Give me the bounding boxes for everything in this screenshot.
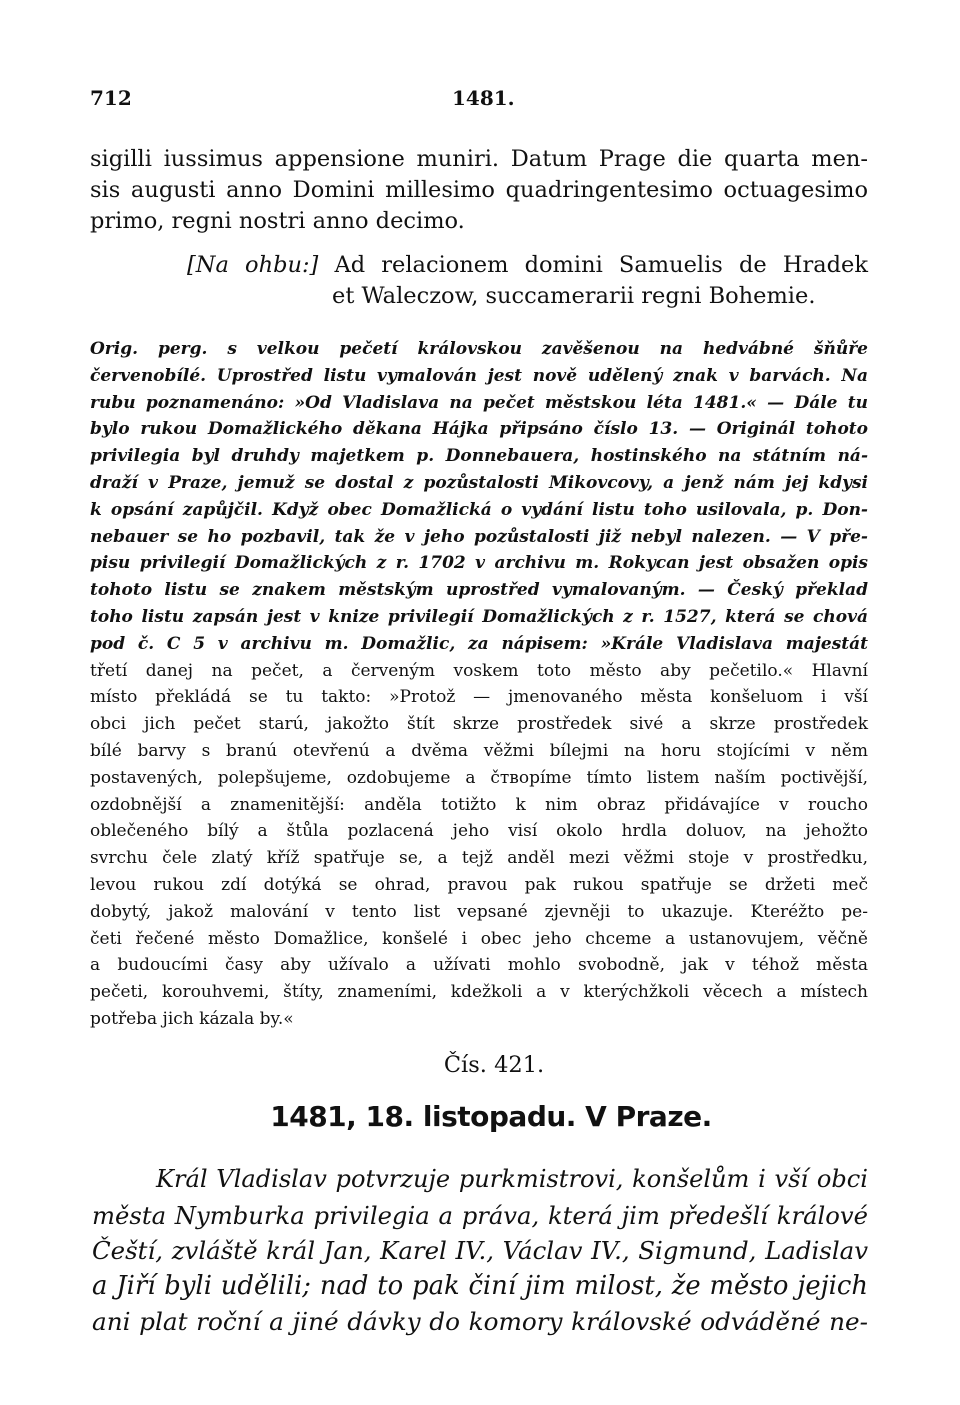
endorsement-text: Ad relacionem domini Samuelis de Hradek [318,252,868,278]
text-line: primo, regni nostri anno decimo. [90,208,465,234]
note-line: třetí danej na pečet, a červeným voskem toto město aby pečetilo.« Hlavní [90,660,868,681]
note-line: rubu poznamenáno: »Od Vladislava na pečet městskou léta 1481.« — Dále tu [90,392,868,413]
regest-line: ani plat roční a jiné dávky do komory královské odváděné ne- [92,1307,868,1336]
note-line: potřeba jich kázala by.« [90,1008,294,1029]
document-number: Čís. 421. [443,1052,545,1078]
note-line: levou rukou zdí dotýká se ohrad, pravou pak rukou spatřuje se držeti meč [90,874,868,895]
note-line: toho listu zapsán jest v knize privilegií Domažlických z r. 1527, která se chová [90,606,868,627]
charter-text [90,144,868,237]
endorsement-label: [Na ohbu:] [187,252,319,278]
document-date-heading: 1481, 18. listopadu. V Praze. [270,1100,712,1133]
regest-line: Král Vladislav potvrzuje purkmistrovi, konšelům i vší obci [156,1165,868,1193]
note-line: pečeti, korouhvemi, štíty, znameními, kdežkoli a v kterýchžkoli věcech a místech [90,982,868,1003]
note-line: draží v Praze, jemuž se dostal z pozůstalosti Mikovcovy, a jenž nám jej kdysi [90,472,868,493]
note-line: četi řečené město Domažlice, konšelé i obec jeho chceme a ustanovujem, věčně [90,928,868,949]
note-line: obci jich pečet starú, jakožto štít skrze prostředek sivé a skrze prostředek [90,714,868,735]
endorsement [90,250,868,312]
note-line: tohoto listu se znakem městským uprostřed vymalovaným. — Český překlad [90,580,868,601]
note-line: Orig. perg. s velkou pečetí královskou zavěšenou na hedvábné šňůře [90,339,868,359]
regest-line: a Jiří byli udělili; nad to pak činí jim milost, že město jejich [92,1270,868,1301]
page-number: 712 [90,86,132,110]
regest-line: Čeští, zvláště král Jan, Karel IV., Václav IV., Sigmund, Ladislav [92,1236,868,1265]
text-line: sigilli iussimus appensione muniri. Datum Prage die quarta men- [90,146,868,172]
note-line: bylo rukou Domažlického děkana Hájka připsáno číslo 13. — Originál tohoto [90,419,868,440]
note-line: ozdobnější a znamenitější: anděla totižto k nim obraz přidávajíce v roucho [90,794,868,815]
note-line: a budoucími časy aby užívalo a užívati mohlo svobodně, jak v téhož města [90,955,868,976]
regest-line: města Nymburka privilegia a práva, která jim předešlí králové [92,1200,868,1230]
note-line: oblečeného bílý a štůla pozlacená jeho visí okolo hrdla doluov, na jehožto [90,821,868,842]
note-line: dobytý, jakož malování v tento list vepsané zjevněji to ukazuje. Kteréžto pe- [90,901,868,922]
endorsement-line: et Waleczow, succamerarii regni Bohemie. [332,283,816,309]
note-line: postavených, polepšujeme, ozdobujeme a čтворíme tímto listem naším poctivější, [90,767,868,788]
note-line: pisu privilegií Domažlických z r. 1702 v archivu m. Rokycan jest obsažen opis [90,553,868,574]
note-line: nebauer se ho pozbavil, tak že v jeho pozůstalosti již nebyl nalezen. — V pře- [90,526,868,547]
note-line: svrchu čele zlatý kříž spatřuje se, a tejž anděl mezi věžmi stoje v prostředku, [90,848,868,869]
regest-summary [92,1162,868,1340]
note-line: červenobílé. Uprostřed listu vymalován jest nově udělený znak v barvách. Na [90,365,868,386]
text-line: sis augusti anno Domini millesimo quadringentesimo octuagesimo [90,177,868,203]
note-line: privilegia byl druhdy majetkem p. Donnebauera, hostinského na státním ná- [90,446,868,467]
running-year: 1481. [452,86,515,110]
note-line: k opsání zapůjčil. Když obec Domažlická o vydání listu toho usilovala, p. Don- [90,499,868,520]
editorial-notes [90,336,868,1033]
note-line: místo překládá se tu takto: »Protož — jmenovaného města konšeluom i vší [90,687,868,708]
endorsement-line [90,250,868,281]
note-line: pod č. C 5 v archivu m. Domažlic, za nápisem: »Krále Vladislava majestát [90,633,868,654]
page-header [90,86,870,116]
note-line: bílé barvy s branú otevřenú a dvěma věžmi bílejmi na horu stojícími v něm [90,740,868,761]
